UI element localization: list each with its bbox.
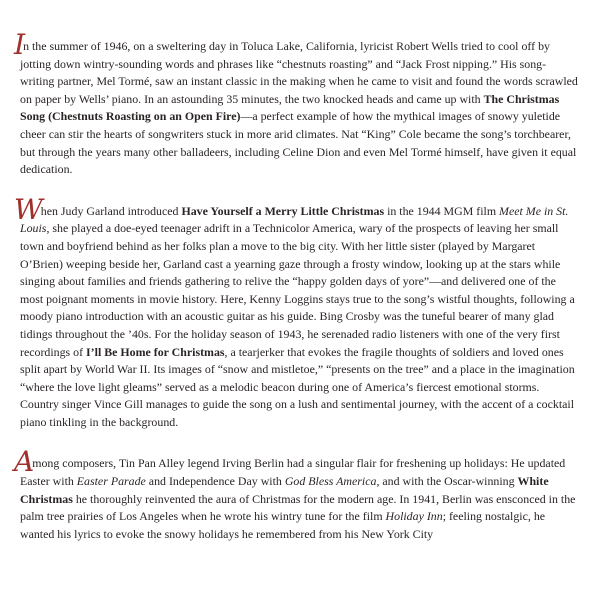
paragraph-text: mong composers, Tin Pan Alley legend Irving Berlin had a singular flair for freshening up holidays: He updated Easter with [20, 456, 566, 489]
paragraph-white-christmas [14, 445, 580, 543]
song-title: The Christmas Song (Chestnuts Roasting on an Open Fire) [20, 91, 560, 124]
drop-cap: I [14, 28, 26, 61]
paragraph-text: n the summer of 1946, on a sweltering day in Toluca Lake, California, lyricist Robert Wells tried to cool off by jotting down wintry-sounding words and phrases like “chestnuts roasting” and “Jack Frost nipping.” His song-writing partner, Mel Tormé, saw an instant classic in the making when he came to visit and found the words scrawled on paper by Wells’ piano. In an astounding 35 minutes, the two knocked heads and came up with [20, 39, 578, 106]
film-title: Holiday Inn [385, 509, 443, 524]
paragraph-christmas-song [14, 28, 580, 179]
paragraph-text: in the 1944 MGM film [384, 203, 500, 218]
paragraph-text: , and with the Oscar-winning [376, 474, 518, 489]
drop-cap: W [14, 192, 43, 226]
paragraph-text: hen Judy Garland introduced [40, 203, 182, 218]
film-title: God Bless America [284, 474, 377, 489]
paragraph-text: he thoroughly reinvented the aura of Christmas for the modern age. In 1941, Berlin was ensconced in the palm tree prairies of Los Angeles when he wrote his wintry tune for the film [20, 491, 576, 524]
liner-notes-page [14, 28, 580, 543]
paragraph-merry-little-christmas [14, 192, 580, 432]
drop-cap: A [14, 445, 35, 479]
song-title: White Christmas [20, 474, 549, 506]
song-title: Have Yourself a Merry Little Christmas [181, 203, 385, 218]
song-title: I’ll Be Home for Christmas [86, 344, 225, 359]
film-title: Meet Me in St. Louis [20, 203, 569, 236]
paragraph-text: —a perfect example of how the mythical images of snowy yuletide cheer can stir the hearts of songwriters stuck in more arid climates. Nat “King” Cole became the song’s torchbearer, but through the years many other balladeers, including Celine Dion and even Mel Tormé himself, have given it equal dedication. [20, 109, 577, 177]
paragraph-text: , she played a doe-eyed teenager adrift in a Technicolor America, wary of the prospects of leaving her small town and boyfriend behind as her folks plan a move to the big city. With her little sister (played by Margaret O’Brien) weeping beside her, Garland cast a yearning gaze through a frosty window, looking up at the stars while singing about families and friends gathering to relive the “happy golden days of yore”—and delivered one of the most poignant moments in movie history. Here, Kenny Loggins stays true to the song’s wistful thoughts, following a moody piano introduction with an acoustic guitar as his guide. Bing Crosby was the tuneful bearer of many glad tidings throughout the ’40s. For the holiday season of 1943, he serenaded radio listeners with one of the very first recordings of [20, 221, 575, 359]
film-title: Easter Parade [76, 474, 146, 489]
paragraph-text: and Independence Day with [145, 474, 285, 489]
paragraph-text: ; feeling nostalgic, he wanted his lyrics to evoke the snowy holidays he remembered from his New York City [20, 509, 546, 541]
paragraph-text: , a tearjerker that evokes the fragile thoughts of soldiers and loved ones split apart by World War II. Its images of “snow and mistletoe,” “presents on the tree” and a place in the imagination “where the love light gleams” served as a melodic beacon during one of America’s fiercest emotional storms. Country singer Vince Gill manages to guide the song on a lush and sentimental journey, with the accent of a cocktail piano tinkling in the background. [20, 344, 575, 429]
